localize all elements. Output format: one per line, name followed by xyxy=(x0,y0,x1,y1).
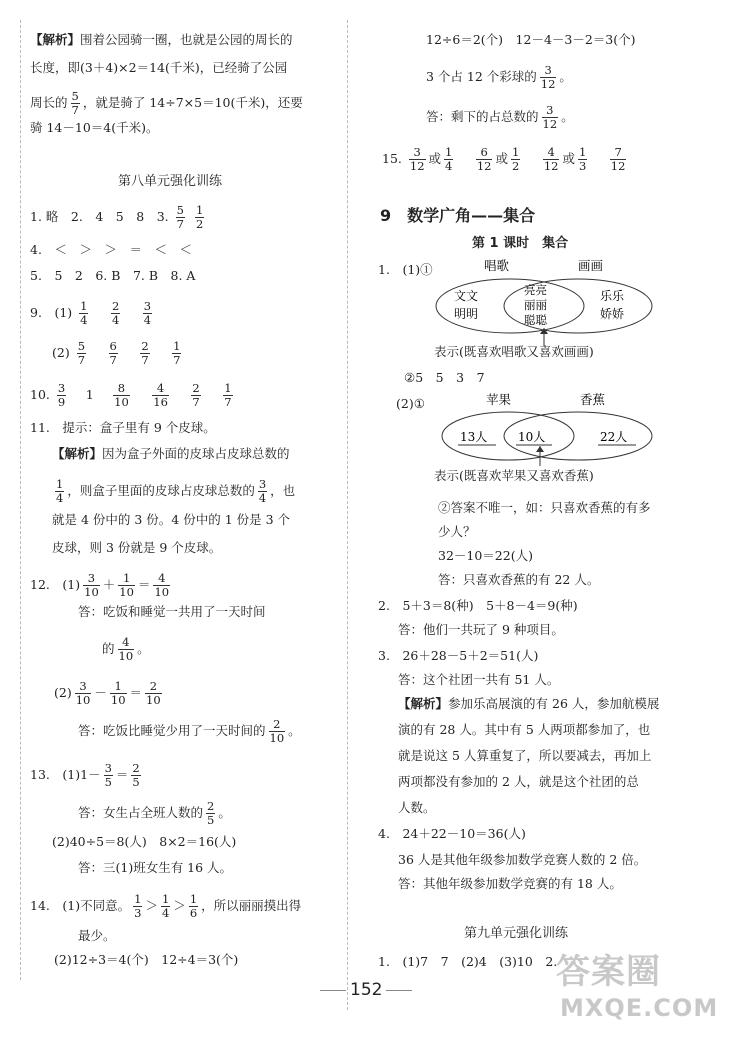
r-top-2: 3 个占 12 个彩球的 $\frac{3}{12}$ 。 xyxy=(426,63,572,91)
q12-eq1: 12. (1) $\frac{3}{10}$ ＋ $\frac{1}{10}$ ＝ $\frac{4}{10}$ xyxy=(30,571,170,599)
fraction: $\frac{4}{10}$ xyxy=(154,571,170,599)
venn2-left: 13人 xyxy=(460,430,488,444)
r-top-3: 答：剩下的占总数的 $\frac{3}{12}$ 。 xyxy=(426,103,574,131)
q11-analysis-1: 【解析】因为盒子外面的皮球占皮球总数的 xyxy=(52,446,290,461)
fraction: $\frac{3}{10}$ xyxy=(84,571,99,599)
page-number-dash-right xyxy=(386,990,412,991)
q11-analysis-2: $\frac{1}{4}$ ，则盒子里面的皮球占皮球总数的 $\frac{3}{4}$ ，也 xyxy=(56,477,296,505)
fraction: $\frac{3}{12}$ xyxy=(542,103,558,131)
fraction: $\frac{1}{3}$ xyxy=(134,892,142,920)
venn1-left-1: 文文 xyxy=(454,289,479,303)
venn1-mid-1: 亮亮 xyxy=(524,283,547,297)
fraction: $\frac{6}{7}$ xyxy=(109,339,117,367)
venn2-mid: 10人 xyxy=(518,430,546,444)
r-q2-ans: 答：他们一共玩了 9 种项目。 xyxy=(398,622,564,637)
r-q4-ans: 答：其他年级参加数学竞赛的有 18 人。 xyxy=(398,876,622,891)
venn1-caption: 表示(既喜欢唱歌又喜欢画画) xyxy=(434,344,594,359)
fraction: $\frac{7}{12}$ xyxy=(610,145,626,173)
prev-analysis-line-3: 周长的 $\frac{5}{7}$ ，就是骑了 14÷7×5＝10(千米)，还要 xyxy=(30,89,303,117)
fraction: $\frac{1}{10}$ xyxy=(110,679,126,707)
left-margin-rule xyxy=(20,20,21,980)
r-q2: 2. 5＋3＝8(种) 5＋8－4＝9(种) xyxy=(378,598,578,613)
q13-ans2: 答：三(1)班女生有 16 人。 xyxy=(78,860,233,875)
q9-row-2: (2) $\frac{5}{7}$ $\frac{6}{7}$ $\frac{2}{7}$ $\frac{1}{7}$ xyxy=(52,339,181,367)
r-q4: 4. 24＋22－10＝36(人) xyxy=(378,826,526,841)
page-number-dash-left xyxy=(320,990,346,991)
q13-ans1: 答：女生占全班人数的 $\frac{2}{5}$ 。 xyxy=(78,799,231,827)
section-8-title: 第八单元强化训练 xyxy=(118,174,223,189)
r-q3-analysis-4: 两项都没有参加的 2 人，就是这个社团的总 xyxy=(398,774,639,789)
q5-row: 5. 5 2 6. B 7. B 8. A xyxy=(30,268,196,283)
q14-p2: (2)12÷3＝4(个) 12÷4＝3(个) xyxy=(54,952,239,967)
fraction: $\frac{4}{10}$ xyxy=(118,635,134,663)
venn1-mid-3: 聪聪 xyxy=(524,313,547,327)
q11-analysis-4: 皮球，则 3 份就是 9 个皮球。 xyxy=(52,540,222,555)
fraction: $\frac{3}{5}$ xyxy=(104,761,112,789)
q9-row-1: 9. (1) $\frac{1}{4}$ $\frac{2}{4}$ $\frac{3}{4}$ xyxy=(30,299,152,327)
fraction: $\frac{3}{4}$ xyxy=(143,299,152,327)
venn1-left-2: 明明 xyxy=(454,307,479,321)
section-9-title: 第九单元强化训练 xyxy=(464,926,569,941)
fraction: $\frac{2}{10}$ xyxy=(146,679,161,707)
q10-row: 10. $\frac{3}{9}$ 1 $\frac{8}{10}$ $\frac{4}{16}$ $\frac{2}{7}$ $\frac{1}{7}$ xyxy=(30,381,232,409)
fraction: $\frac{1}{10}$ xyxy=(119,571,134,599)
r-q1-p2b3: 32－10＝22(人) xyxy=(438,548,533,563)
watermark-logo: 答案圈 xyxy=(556,952,661,992)
fraction: $\frac{5}{7}$ xyxy=(77,339,86,367)
venn1-label-a: 唱歌 xyxy=(484,258,510,273)
venn2-pointer-arrow xyxy=(536,446,546,466)
fraction: $\frac{3}{12}$ xyxy=(409,145,425,173)
prev-analysis-line-2: 长度，即(3＋4)×2＝14(千米)，已经骑了公园 xyxy=(30,60,288,75)
fraction: $\frac{4}{16}$ xyxy=(153,381,168,409)
venn1-mid-2: 丽丽 xyxy=(524,298,547,312)
fraction: $\frac{4}{12}$ xyxy=(543,145,559,173)
r-q3-analysis-2: 演的有 28 人。其中有 5 人两项都参加了，也 xyxy=(398,722,651,737)
fraction: $\frac{1}{2}$ xyxy=(512,145,520,173)
q14-p1: 14. (1)不同意。 $\frac{1}{3}$ ＞ $\frac{1}{4}$ ＞ $\frac{1}{6}$ ，所以丽丽摸出得 xyxy=(30,892,302,920)
fraction: $\frac{1}{7}$ xyxy=(224,381,232,409)
venn2-right: 22人 xyxy=(600,430,628,444)
fraction: $\frac{6}{12}$ xyxy=(476,145,492,173)
r-q1-p1: 1. (1)① xyxy=(378,262,433,277)
q12-eq2: (2) $\frac{3}{10}$ － $\frac{1}{10}$ ＝ $\frac{2}{10}$ xyxy=(54,679,161,707)
chapter-title: 9 数学广角——集合 xyxy=(380,206,536,225)
r-q3: 3. 26＋28－5＋2＝51(人) xyxy=(378,648,539,663)
fraction: $\frac{1}{4}$ xyxy=(56,477,64,505)
fraction: $\frac{3}{4}$ xyxy=(258,477,267,505)
venn1-label-b: 画画 xyxy=(578,258,604,273)
fraction: $\frac{3}{12}$ xyxy=(540,63,556,91)
page-number: 152 xyxy=(316,980,416,1000)
venn1-set-a xyxy=(436,279,584,333)
q11-analysis-3: 就是 4 份中的 3 份。4 份中的 1 份是 3 个 xyxy=(52,512,291,527)
q4-row: 4. ＜ ＞ ＞ ＝ ＜ ＜ xyxy=(30,242,192,257)
r-q1-p1b: ②5 5 3 7 xyxy=(404,370,485,385)
r-q1-p2: (2)① xyxy=(396,396,425,411)
watermark-url: MXQE.COM xyxy=(560,994,719,1022)
r-q1-p2b2: 少人？ xyxy=(438,524,476,539)
fraction: $\frac{1}{4}$ xyxy=(161,892,170,920)
r-q3-analysis-3: 就是说这 5 人算重复了，所以要减去，再加上 xyxy=(398,748,652,763)
fraction: $\frac{3}{10}$ xyxy=(75,679,91,707)
q15-row: 15. $\frac{3}{12}$ 或 $\frac{1}{4}$ $\frac{6}{12}$ 或 $\frac{1}{2}$ $\frac{4}{12}$ 或 $\frac{1}{3}$ $\frac{7}{12}$ xyxy=(382,145,626,173)
fraction: $\frac{1}{7}$ xyxy=(173,339,181,367)
q12-ans1a: 答：吃饭和睡觉一共用了一天时间 xyxy=(78,604,266,619)
q12-ans1b: 的 $\frac{4}{10}$ 。 xyxy=(102,635,150,663)
venn1-right-2: 娇娇 xyxy=(600,307,625,321)
q13-eq1: 13. (1)1－ $\frac{3}{5}$ ＝ $\frac{2}{5}$ xyxy=(30,761,140,789)
r-q1-p2b4: 答：只喜欢香蕉的有 22 人。 xyxy=(438,572,600,587)
q11-hint: 11. 提示：盒子里有 9 个皮球。 xyxy=(30,420,216,435)
q1-row: 1. 略 2. 4 5 8 3. $\frac{5}{7}$ $\frac{1}{2}$ xyxy=(30,203,204,231)
venn1-right-1: 乐乐 xyxy=(600,289,625,303)
fraction: $\frac{2}{10}$ xyxy=(269,717,285,745)
fraction: $\frac{2}{5}$ xyxy=(132,761,140,789)
r-top-1: 12÷6＝2(个) 12－4－3－2＝3(个) xyxy=(426,32,636,47)
fraction: $\frac{5}{7}$ xyxy=(71,89,79,117)
venn2-label-a: 苹果 xyxy=(486,392,512,407)
fraction: $\frac{1}{2}$ xyxy=(195,203,204,231)
column-divider xyxy=(347,20,348,1010)
q14-p1c: 最少。 xyxy=(78,928,116,943)
fraction: $\frac{3}{9}$ xyxy=(57,381,66,409)
r-last: 1. (1)7 7 (2)4 (3)10 2. xyxy=(378,954,558,969)
fraction: $\frac{5}{7}$ xyxy=(176,203,184,231)
fraction: $\frac{8}{10}$ xyxy=(114,381,129,409)
r-q1-p2b1: ②答案不唯一，如：只喜欢香蕉的有多 xyxy=(438,500,651,515)
fraction: $\frac{1}{6}$ xyxy=(189,892,198,920)
fraction: $\frac{2}{7}$ xyxy=(141,339,149,367)
venn-diagram-fruit-drawing xyxy=(438,390,678,466)
prev-analysis-line-1: 【解析】围着公园骑一圈，也就是公园的周长的 xyxy=(30,32,293,47)
r-q4-l1: 36 人是其他年级参加数学竞赛人数的 2 倍。 xyxy=(398,852,647,867)
prev-analysis-line-4: 骑 14－10＝4(千米)。 xyxy=(30,120,159,135)
fraction: $\frac{2}{7}$ xyxy=(192,381,200,409)
fraction: $\frac{2}{5}$ xyxy=(207,799,215,827)
q13-p2: (2)40÷5＝8(人) 8×2＝16(人) xyxy=(52,834,237,849)
venn-diagram-singing-drawing xyxy=(434,256,674,336)
r-q3-analysis-1: 【解析】参加乐高展演的有 26 人，参加航模展 xyxy=(398,696,660,711)
r-q3-ans: 答：这个社团一共有 51 人。 xyxy=(398,672,560,687)
q12-ans2: 答：吃饭比睡觉少用了一天时间的 $\frac{2}{10}$ 。 xyxy=(78,717,301,745)
fraction: $\frac{2}{4}$ xyxy=(111,299,120,327)
venn2-label-b: 香蕉 xyxy=(580,392,606,407)
fraction: $\frac{1}{4}$ xyxy=(445,145,453,173)
venn2-caption: 表示(既喜欢苹果又喜欢香蕉) xyxy=(434,468,594,483)
r-q3-analysis-5: 人数。 xyxy=(398,800,436,815)
fraction: $\frac{1}{4}$ xyxy=(80,299,88,327)
lesson-title: 第 1 课时 集合 xyxy=(472,236,569,251)
fraction: $\frac{1}{3}$ xyxy=(578,145,587,173)
